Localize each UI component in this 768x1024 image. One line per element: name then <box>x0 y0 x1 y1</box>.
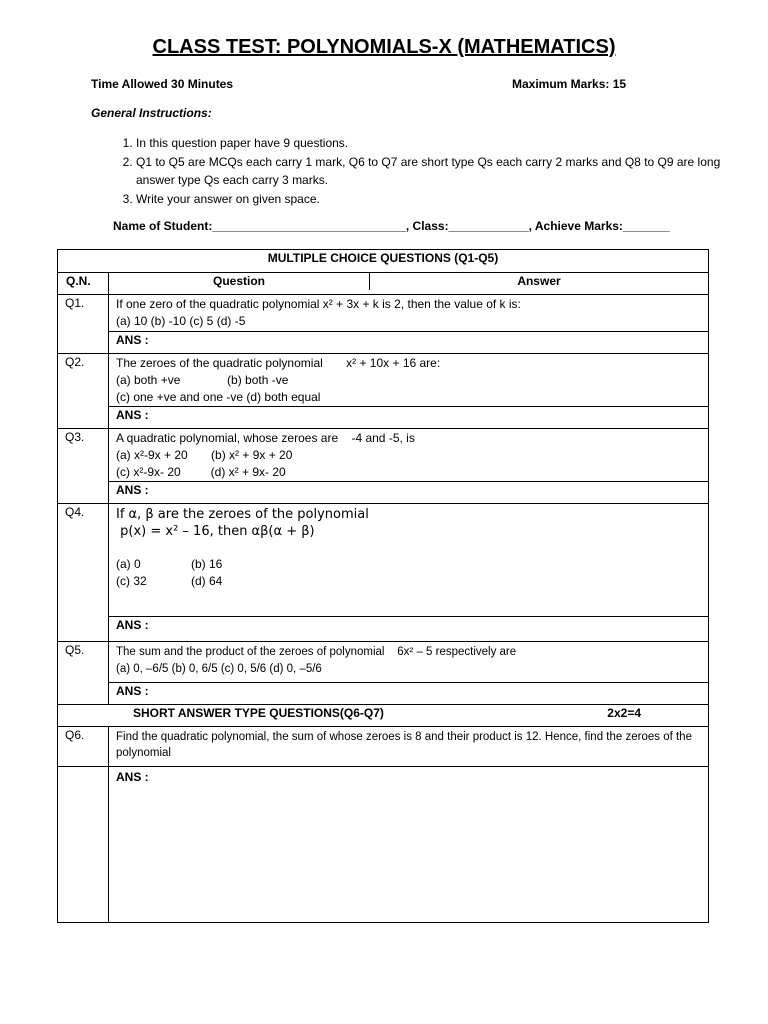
question-row-q4 <box>58 504 709 617</box>
time-allowed: Time Allowed 30 Minutes <box>91 77 234 91</box>
instructions-list <box>91 134 736 208</box>
question-text: p(x) = x² – 16, then αβ(α + β) <box>116 524 315 539</box>
page-title: CLASS TEST: POLYNOMIALS-X (MATHEMATICS) <box>152 36 616 58</box>
column-header-qn: Q.N. <box>58 273 109 295</box>
answer-field[interactable]: ANS : <box>109 482 709 504</box>
question-options <box>116 556 701 590</box>
instruction-item: 3. Write your answer on given space. <box>136 190 736 209</box>
option-d: (d) 64 <box>191 574 223 588</box>
question-number: Q3. <box>58 429 109 504</box>
question-number: Q2. <box>58 354 109 429</box>
question-row-q1 <box>58 295 709 332</box>
student-details-line[interactable]: Name of Student:_____________________________, Class:____________, Achieve Marks:_______ <box>113 219 670 233</box>
question-text: The zeroes of the quadratic polynomial x² + 10x + 16 are: <box>116 356 441 370</box>
answer-field[interactable]: ANS : <box>109 407 709 429</box>
question-text: Find the quadratic polynomial, the sum of whose zeroes is 8 and their product is 12. Hence, find the zeroes of the polynomial <box>116 731 692 759</box>
mcq-section-heading: MULTIPLE CHOICE QUESTIONS (Q1-Q5) <box>58 250 709 273</box>
answer-field[interactable]: ANS : <box>109 683 709 705</box>
question-options: (a) x²-9x + 20 (b) x² + 9x + 20 <box>116 448 293 462</box>
question-row-q3 <box>58 429 709 482</box>
question-options: (a) 0, –6/5 (b) 0, 6/5 (c) 0, 5/6 (d) 0, –5/6 <box>116 663 322 675</box>
instruction-item: 2. Q1 to Q5 are MCQs each carry 1 mark, Q6 to Q7 are short type Qs each carry 2 marks and Q8 to Q9 are long answer type Qs each carry 3 marks. <box>136 153 736 190</box>
blank-cell <box>58 767 109 923</box>
question-options: (c) one +ve and one -ve (d) both equal <box>116 390 321 404</box>
question-text: A quadratic polynomial, whose zeroes are -4 and -5, is <box>116 431 415 445</box>
general-instructions-heading: General Instructions: <box>91 106 212 120</box>
short-answer-marks: 2x2=4 <box>607 706 641 720</box>
instruction-item: 1. In this question paper have 9 questions. <box>136 134 736 153</box>
question-options: (c) x²-9x- 20 (d) x² + 9x- 20 <box>116 465 286 479</box>
question-text: If one zero of the quadratic polynomial x² + 3x + k is 2, then the value of k is: <box>116 297 521 311</box>
column-header-answer: Answer <box>517 274 561 288</box>
question-text: If α, β are the zeroes of the polynomial <box>116 507 369 522</box>
answer-field[interactable]: ANS : <box>116 770 149 784</box>
answer-field[interactable]: ANS : <box>109 332 709 354</box>
answer-field[interactable]: ANS : <box>109 617 709 642</box>
column-header-question: Question <box>109 273 370 290</box>
question-number: Q1. <box>58 295 109 354</box>
question-table <box>57 249 709 923</box>
maximum-marks: Maximum Marks: 15 <box>512 77 627 91</box>
question-row-q6 <box>58 727 709 767</box>
option-a: (a) 0 <box>116 557 141 571</box>
question-number: Q6. <box>58 727 109 767</box>
question-text: The sum and the product of the zeroes of polynomial 6x² – 5 respectively are <box>116 646 517 658</box>
option-c: (c) 32 <box>116 574 147 588</box>
short-answer-section-heading: SHORT ANSWER TYPE QUESTIONS(Q6-Q7) <box>133 706 384 720</box>
question-options: (a) both +ve (b) both -ve <box>116 373 289 387</box>
question-number: Q5. <box>58 642 109 705</box>
question-row-q2 <box>58 354 709 407</box>
question-number: Q4. <box>58 504 109 642</box>
question-options: (a) 10 (b) -10 (c) 5 (d) -5 <box>116 314 246 328</box>
question-row-q5 <box>58 642 709 683</box>
option-b: (b) 16 <box>191 557 223 571</box>
